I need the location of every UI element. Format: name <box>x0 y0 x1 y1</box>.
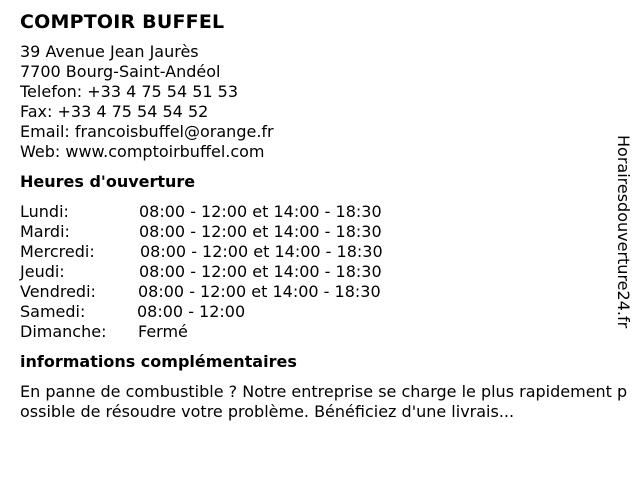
hours-row <box>20 202 632 222</box>
address-line-2: 7700 Bourg-Saint-Andéol <box>20 62 221 81</box>
hours-row <box>20 222 632 242</box>
hours-row <box>20 242 632 262</box>
day-hours: 08:00 - 12:00 et 14:00 - 18:30 <box>139 202 382 221</box>
day-hours: 08:00 - 12:00 et 14:00 - 18:30 <box>140 242 383 261</box>
day-label: Mercredi: <box>20 242 95 261</box>
fax-line: Fax: +33 4 75 54 54 52 <box>20 102 209 121</box>
hours-heading: Heures d'ouverture <box>20 172 196 191</box>
day-hours: 08:00 - 12:00 <box>137 302 246 321</box>
day-hours: 08:00 - 12:00 et 14:00 - 18:30 <box>139 262 382 281</box>
web-line: Web: www.comptoirbuffel.com <box>20 142 265 161</box>
day-label: Lundi: <box>20 202 69 221</box>
hours-row <box>20 282 632 302</box>
phone-line: Telefon: +33 4 75 54 51 53 <box>20 82 239 101</box>
day-label: Vendredi: <box>20 282 96 301</box>
day-hours: 08:00 - 12:00 et 14:00 - 18:30 <box>138 282 381 301</box>
hours-list <box>20 202 632 342</box>
day-label: Dimanche: <box>20 322 107 341</box>
hours-row <box>20 302 632 322</box>
business-name: COMPTOIR BUFFEL <box>20 11 225 33</box>
day-label: Mardi: <box>20 222 70 241</box>
hours-row <box>20 262 632 282</box>
day-hours: 08:00 - 12:00 et 14:00 - 18:30 <box>139 222 382 241</box>
site-watermark: Horairesdouverture24.fr <box>614 135 633 329</box>
address-line-1: 39 Avenue Jean Jaurès <box>20 42 199 61</box>
day-label: Jeudi: <box>20 262 65 281</box>
day-hours: Fermé <box>138 322 188 341</box>
email-line: Email: francoisbuffel@orange.fr <box>20 122 274 141</box>
business-card <box>20 11 632 422</box>
day-label: Samedi: <box>20 302 86 321</box>
info-text: En panne de combustible ? Notre entreprise se charge le plus rapidement possible de résoudre votre problème. Bénéficiez d'une livrais... <box>20 382 628 421</box>
info-heading: informations complémentaires <box>20 352 297 371</box>
hours-row <box>20 322 632 342</box>
